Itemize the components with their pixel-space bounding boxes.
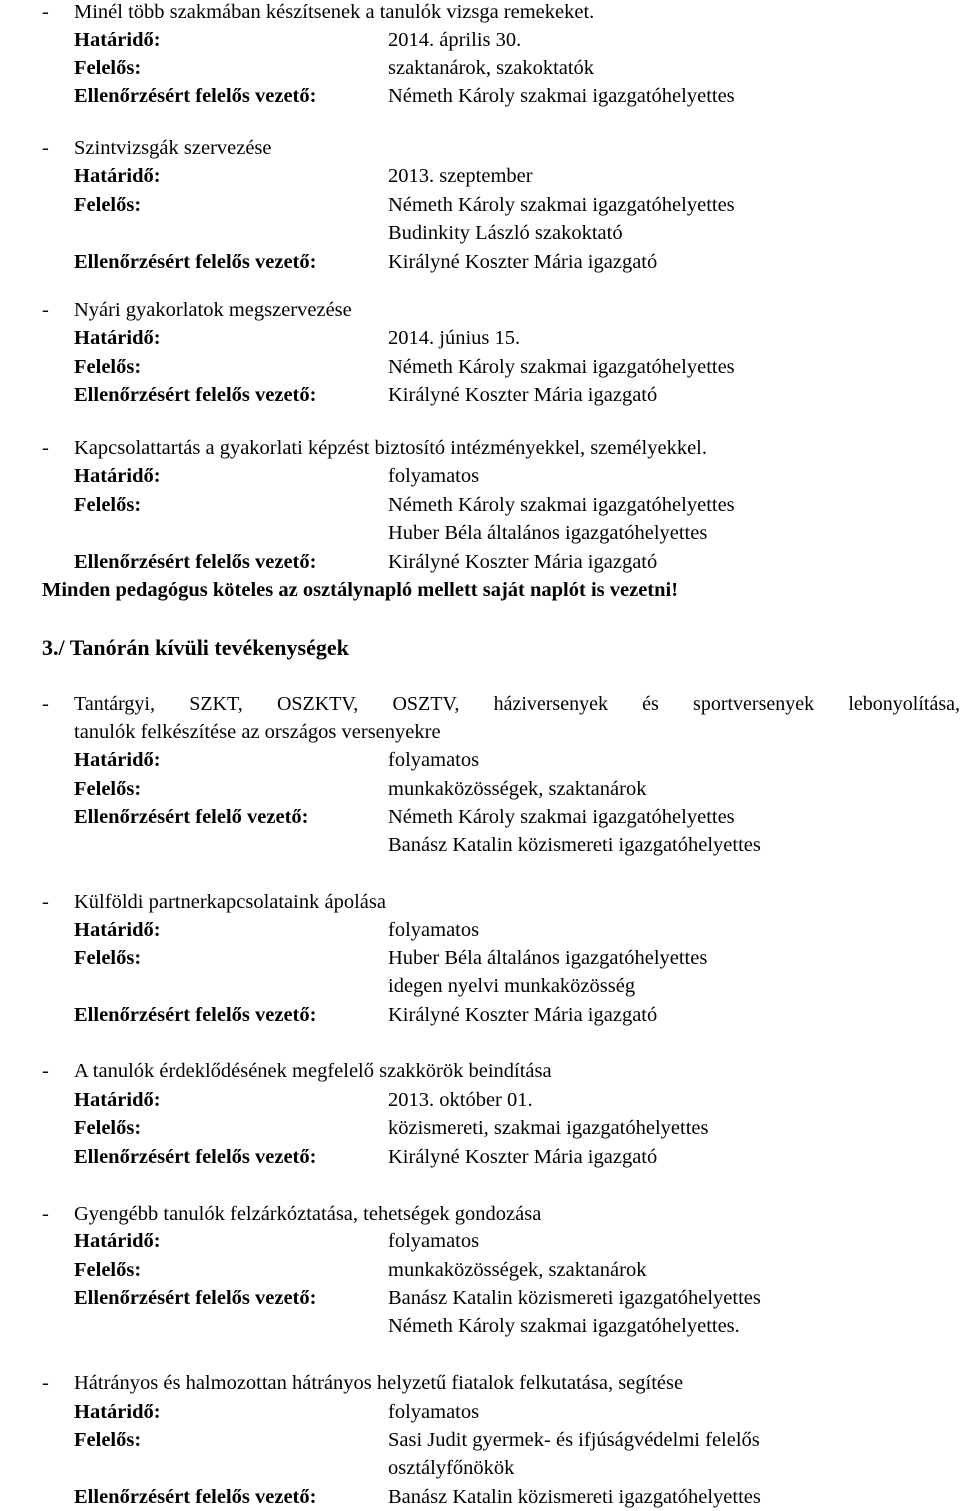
task-title: Kapcsolattartás a gyakorlati képzést biztosító intézményekkel, személyekkel. [74, 437, 707, 459]
deadline-label: Határidő: [74, 1230, 161, 1252]
deadline-value: 2013. szeptember [388, 165, 533, 187]
section-heading: 3./ Tanórán kívüli tevékenységek [42, 635, 349, 660]
controller-value: Banász Katalin közismereti igazgatóhelyettes [388, 1287, 761, 1309]
bullet-dash: - [42, 693, 49, 715]
responsible-value: munkaközösségek, szaktanárok [388, 1259, 647, 1281]
note-text: Minden pedagógus köteles az osztálynapló mellett saját naplót is vezetni! [42, 579, 679, 601]
deadline-value: folyamatos [388, 1401, 480, 1423]
controller-label: Ellenőrzésért felelős vezető: [74, 1486, 317, 1508]
task-title: Szintvizsgák szervezése [74, 137, 272, 159]
responsible-value: szaktanárok, szakoktatók [388, 57, 595, 79]
responsible-value: Németh Károly szakmai igazgatóhelyettes [388, 194, 735, 216]
controller-value: Banász Katalin közismereti igazgatóhelyettes [388, 1486, 761, 1508]
bullet-dash: - [42, 1203, 49, 1225]
bullet-dash: - [42, 1372, 49, 1394]
responsible-value: Budinkity László szakoktató [388, 222, 623, 244]
task-title: Hátrányos és halmozottan hátrányos helyzetű fiatalok felkutatása, segítése [74, 1372, 684, 1394]
controller-label: Ellenőrzésért felelős vezető: [74, 1146, 317, 1168]
controller-value: Németh Károly szakmai igazgatóhelyettes. [388, 1315, 740, 1337]
bullet-dash: - [42, 1, 49, 23]
responsible-label: Felelős: [74, 356, 142, 378]
controller-value: Királyné Koszter Mária igazgató [388, 384, 658, 406]
responsible-value: Huber Béla általános igazgatóhelyettes [388, 522, 708, 544]
controller-value: Németh Károly szakmai igazgatóhelyettes [388, 806, 735, 828]
deadline-value: 2013. október 01. [388, 1089, 533, 1111]
deadline-label: Határidő: [74, 919, 161, 941]
deadline-label: Határidő: [74, 165, 161, 187]
responsible-label: Felelős: [74, 1429, 142, 1451]
responsible-value: idegen nyelvi munkaközösség [388, 975, 636, 997]
deadline-value: 2014. június 15. [388, 327, 521, 349]
task-title: Külföldi partnerkapcsolataink ápolása [74, 891, 386, 913]
deadline-value: folyamatos [388, 749, 480, 771]
deadline-label: Határidő: [74, 1089, 161, 1111]
responsible-value: osztályfőnökök [388, 1457, 515, 1479]
controller-label: Ellenőrzésért felelős vezető: [74, 85, 317, 107]
responsible-value: munkaközösségek, szaktanárok [388, 778, 647, 800]
responsible-value: Németh Károly szakmai igazgatóhelyettes [388, 494, 735, 516]
controller-label: Ellenőrzésért felelős vezető: [74, 551, 317, 573]
controller-value: Németh Károly szakmai igazgatóhelyettes [388, 85, 735, 107]
task-title: Nyári gyakorlatok megszervezése [74, 299, 352, 321]
controller-value: Királyné Koszter Mária igazgató [388, 251, 658, 273]
responsible-label: Felelős: [74, 1259, 142, 1281]
deadline-label: Határidő: [74, 1401, 161, 1423]
controller-label: Ellenőrzésért felelő vezető: [74, 806, 309, 828]
controller-value: Banász Katalin közismereti igazgatóhelyettes [388, 834, 761, 856]
responsible-value: Sasi Judit gyermek- és ifjúságvédelmi felelős [388, 1429, 760, 1451]
deadline-value: 2014. április 30. [388, 29, 522, 51]
task-title-continued: tanulók felkészítése az országos versenyekre [74, 721, 441, 743]
deadline-value: folyamatos [388, 465, 480, 487]
deadline-label: Határidő: [74, 465, 161, 487]
bullet-dash: - [42, 137, 49, 159]
bullet-dash: - [42, 437, 49, 459]
deadline-label: Határidő: [74, 327, 161, 349]
responsible-label: Felelős: [74, 1117, 142, 1139]
controller-label: Ellenőrzésért felelős vezető: [74, 1004, 317, 1026]
responsible-label: Felelős: [74, 194, 142, 216]
controller-value: Királyné Koszter Mária igazgató [388, 551, 658, 573]
controller-label: Ellenőrzésért felelős vezető: [74, 384, 317, 406]
responsible-label: Felelős: [74, 494, 142, 516]
responsible-label: Felelős: [74, 778, 142, 800]
responsible-value: közismereti, szakmai igazgatóhelyettes [388, 1117, 709, 1139]
task-title: A tanulók érdeklődésének megfelelő szakkörök beindítása [74, 1060, 552, 1082]
task-title: Tantárgyi, SZKT, OSZKTV, OSZTV, háziversenyek és sportversenyek lebonyolítása, [74, 693, 960, 715]
task-title: Minél több szakmában készítsenek a tanulók vizsga remekeket. [74, 1, 595, 23]
bullet-dash: - [42, 1060, 49, 1082]
bullet-dash: - [42, 891, 49, 913]
controller-label: Ellenőrzésért felelős vezető: [74, 1287, 317, 1309]
responsible-value: Németh Károly szakmai igazgatóhelyettes [388, 356, 735, 378]
task-title: Gyengébb tanulók felzárkóztatása, tehetségek gondozása [74, 1203, 542, 1225]
responsible-value: Huber Béla általános igazgatóhelyettes [388, 947, 708, 969]
controller-value: Királyné Koszter Mária igazgató [388, 1146, 658, 1168]
deadline-label: Határidő: [74, 749, 161, 771]
responsible-label: Felelős: [74, 57, 142, 79]
deadline-value: folyamatos [388, 1230, 480, 1252]
deadline-value: folyamatos [388, 919, 480, 941]
controller-label: Ellenőrzésért felelős vezető: [74, 251, 317, 273]
controller-value: Királyné Koszter Mária igazgató [388, 1004, 658, 1026]
bullet-dash: - [42, 299, 49, 321]
responsible-label: Felelős: [74, 947, 142, 969]
deadline-label: Határidő: [74, 29, 161, 51]
